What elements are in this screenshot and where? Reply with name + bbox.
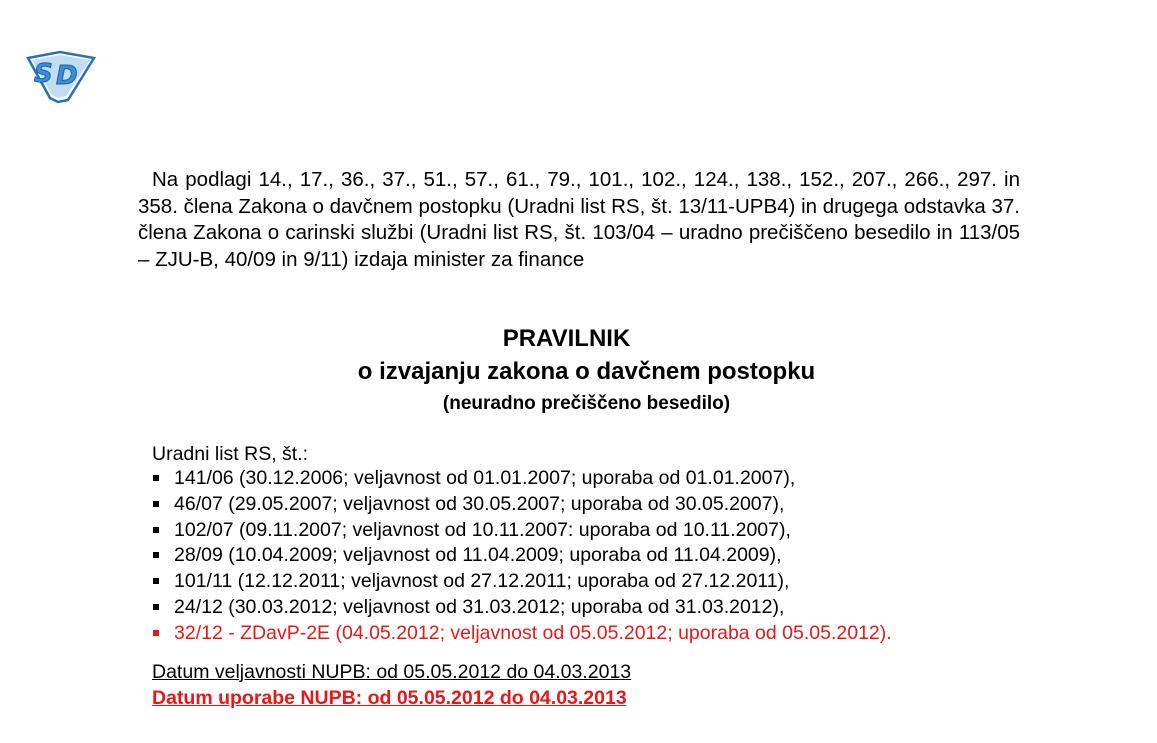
svg-text:D: D [56, 61, 78, 91]
bullet-icon [153, 630, 159, 636]
document-note: (neuradno prečiščeno besedilo) [442, 393, 731, 414]
list-item: 24/12 (30.03.2012; veljavnost od 31.03.2012; uporaba od 31.03.2012), [152, 595, 892, 621]
list-item: 141/06 (30.12.2006; veljavnost od 01.01.2007; uporaba od 01.01.2007), [152, 466, 892, 492]
validity-date: Datum veljavnosti NUPB: od 05.05.2012 do 04.03.2013 [152, 661, 632, 683]
amendment-list [152, 466, 892, 647]
bullet-icon [153, 578, 159, 584]
list-item: 28/09 (10.04.2009; veljavnost od 11.04.2009; uporaba od 11.04.2009), [152, 543, 892, 569]
bullet-icon [153, 501, 159, 507]
document-subtitle: o izvajanju zakona o davčnem postopku [357, 358, 816, 385]
list-item: 32/12 - ZDavP-2E (04.05.2012; veljavnost od 05.05.2012; uporaba od 05.05.2012). [152, 621, 892, 647]
usage-date: Datum uporabe NUPB: od 05.05.2012 do 04.03.2013 [152, 687, 627, 709]
list-item: 101/11 (12.12.2011; veljavnost od 27.12.2011; uporaba od 27.12.2011), [152, 569, 892, 595]
bullet-icon [153, 527, 159, 533]
bullet-icon [153, 604, 159, 610]
bullet-icon [153, 552, 159, 558]
intro-paragraph: Na podlagi 14., 17., 36., 37., 51., 57., 61., 79., 101., 102., 124., 138., 152., 207., 266., 297. in 358. člena Zakona o davčnem postopku (Uradni list RS, št. 13/11-UPB4) in drugega odstavka 37. člena Zakona o carinski službi (Uradni list RS, št. 103/04 – uradno prečiščeno besedilo in 113/05 – ZJU-B, 40/09 in 9/11) izdaja minister za finance [138, 168, 1020, 271]
bullet-icon [153, 475, 159, 481]
document-title: PRAVILNIK [502, 325, 631, 352]
logo [22, 50, 98, 104]
gazette-list-heading: Uradni list RS, št.: [152, 443, 309, 465]
list-item: 102/07 (09.11.2007; veljavnost od 10.11.2007: uporaba od 10.11.2007), [152, 518, 892, 544]
list-item: 46/07 (29.05.2007; veljavnost od 30.05.2007; uporaba od 30.05.2007), [152, 492, 892, 518]
svg-text:S: S [34, 59, 53, 89]
